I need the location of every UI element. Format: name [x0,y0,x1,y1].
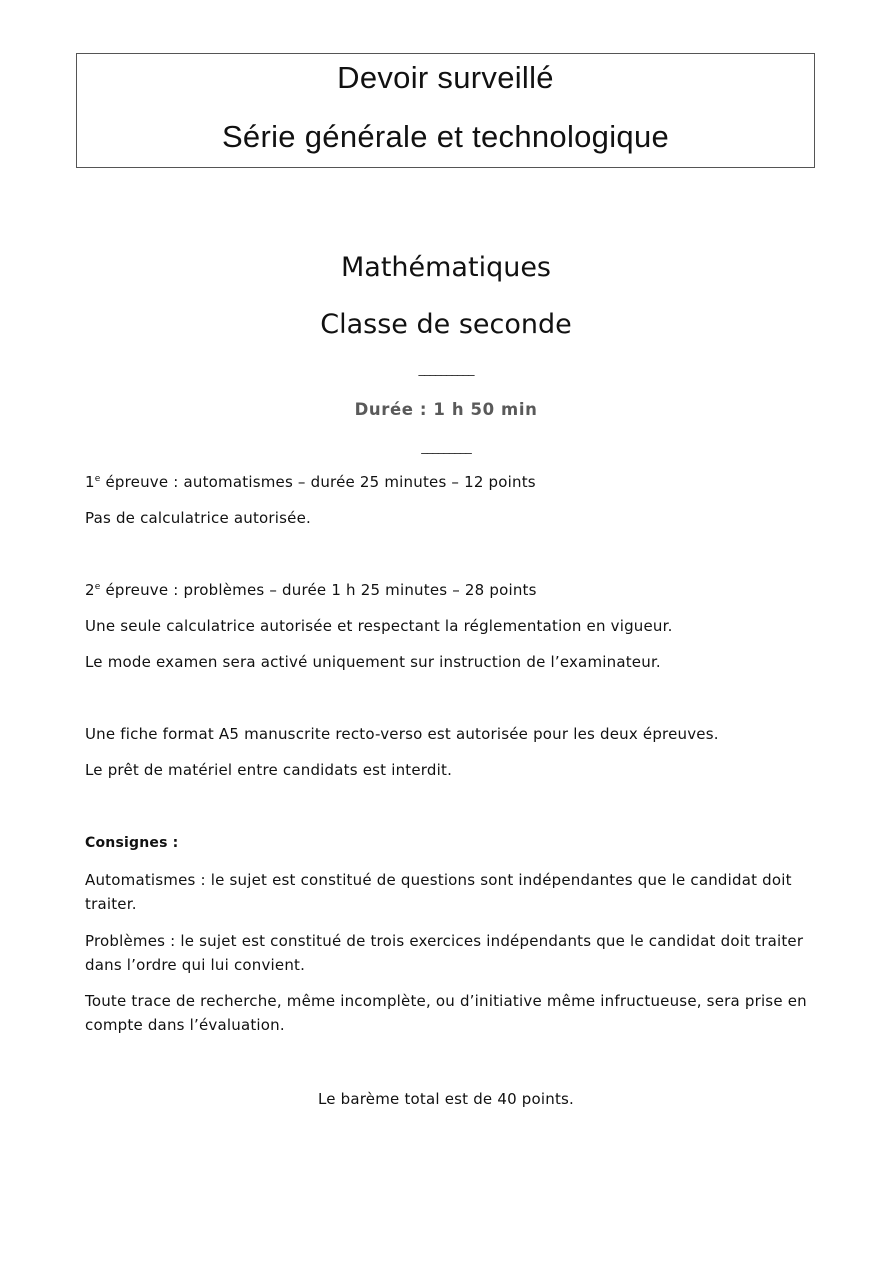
exam-type-title: Devoir surveillé [337,60,554,95]
epreuve-2-number: 2 [85,581,95,599]
consigne-automatismes: Automatismes : le sujet est constitué de questions sont indépendantes que le candidat doit traiter. [85,871,792,913]
general-rule-a5-sheet: Une fiche format A5 manuscrite recto-verso est autorisée pour les deux épreuves. [85,725,719,743]
epreuve-2-note-exam-mode: Le mode examen sera activé uniquement sur instruction de l’examinateur. [85,653,661,671]
separator-bottom: _________ [421,440,471,455]
consigne-trace-recherche: Toute trace de recherche, même incomplète, ou d’initiative même infructueuse, sera prise en compte dans l’évaluation. [85,992,807,1034]
consignes-heading: Consignes : [85,835,179,851]
subject-title: Mathématiques [340,252,551,283]
epreuve-1-ordinal: e [94,474,101,484]
epreuve-1-number: 1 [85,473,95,491]
consigne-problemes: Problèmes : le sujet est constitué de trois exercices indépendants que le candidat doit traiter dans l’ordre qui lui convient. [85,932,804,974]
epreuve-1-text: épreuve : automatismes – durée 25 minutes – 12 points [100,473,536,491]
epreuve-2-note-calculator: Une seule calculatrice autorisée et respectant la réglementation en vigueur. [85,617,673,635]
epreuve-2-ordinal: e [94,582,101,592]
general-rule-no-lending: Le prêt de matériel entre candidats est interdit. [85,761,453,779]
separator-top: __________ [418,362,474,377]
epreuve-2-heading [85,578,810,602]
epreuve-1-heading [85,470,810,494]
header-box [76,53,815,168]
total-score: Le barème total est de 40 points. [317,1090,575,1108]
class-level: Classe de seconde [320,309,572,340]
epreuve-2-text: épreuve : problèmes – durée 1 h 25 minutes – 28 points [100,581,537,599]
exam-series-title: Série générale et technologique [221,119,670,154]
epreuve-1-note: Pas de calculatrice autorisée. [85,509,311,527]
exam-duration: Durée : 1 h 50 min [354,400,538,419]
